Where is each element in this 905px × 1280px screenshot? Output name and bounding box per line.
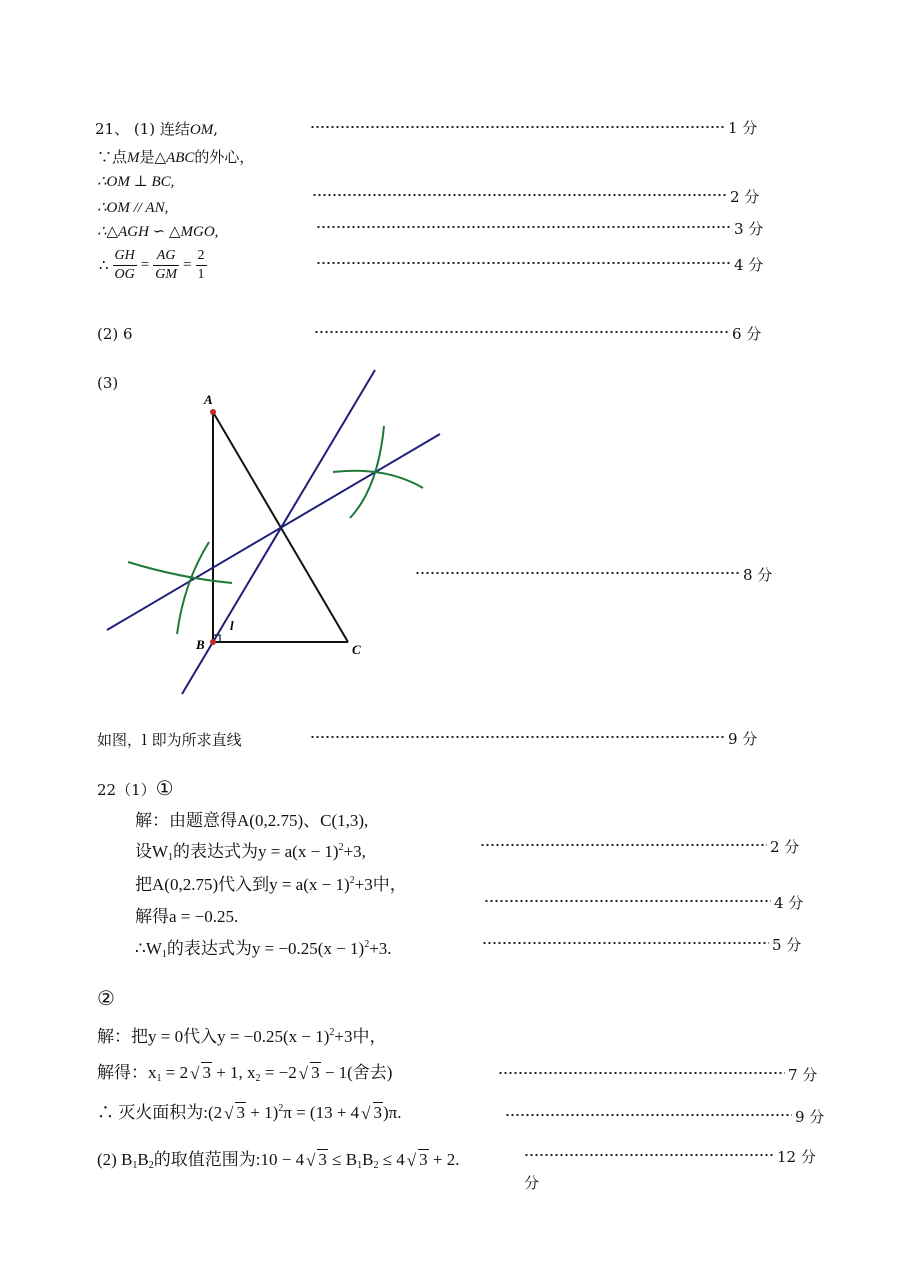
label-b: B: [196, 637, 205, 652]
score-6: 6 分: [732, 325, 762, 343]
denominator-og: OG: [114, 267, 135, 282]
score-5: 5 分: [772, 936, 802, 954]
text: + 1, x: [211, 1063, 256, 1082]
q22-step3: [135, 870, 407, 895]
superscript: 2: [329, 1027, 335, 1038]
subscript: 2: [373, 1160, 379, 1171]
radicand: 3: [373, 1103, 382, 1122]
text: + 2.: [428, 1150, 460, 1169]
denominator-1: 1: [197, 267, 205, 282]
therefore-sign: ∴: [99, 258, 109, 274]
text: = 2: [161, 1063, 189, 1082]
q22-sub2-step3: ∴ 灭火面积为:(2 √ 3 + 1)$^2$π = (13 + 4 √ 3)π.: [97, 1103, 402, 1124]
text: 的取值范围为:10 − 4: [153, 1150, 305, 1169]
numerator-gh: GH: [113, 247, 137, 266]
score-3: 3 分: [734, 220, 764, 238]
score-9: 9 分: [795, 1108, 825, 1126]
dot-leader: [316, 220, 731, 234]
q21-part3: (3): [97, 374, 119, 392]
q21-line5: ∴△AGH ∽ △MGO,: [97, 224, 219, 240]
dot-leader: [524, 1148, 774, 1162]
text: ≤ B: [327, 1150, 358, 1169]
score-7: 7 分: [788, 1066, 818, 1084]
fraction-gh-og: [113, 247, 137, 284]
comma: ,: [213, 120, 219, 138]
superscript: 2: [278, 1103, 284, 1114]
circled-one: ①: [155, 776, 174, 800]
text: B: [362, 1150, 374, 1169]
text: +3中，: [334, 1027, 387, 1046]
var-om: OM: [189, 122, 214, 138]
text: )π.: [383, 1103, 402, 1122]
line-l: [182, 370, 375, 694]
superscript: 2: [338, 842, 344, 853]
dot-leader: [310, 730, 725, 744]
subscript: 2: [148, 1160, 154, 1171]
text: 的表达式为y = a(x − 1): [173, 842, 339, 861]
q22-number: 22（1）: [97, 781, 156, 799]
text: +3,: [343, 842, 366, 861]
dot-leader: [415, 566, 740, 580]
dot-leader: [482, 936, 769, 950]
text: = −2: [260, 1063, 297, 1082]
denominator-gm: GM: [155, 267, 178, 282]
score-wrap: 分: [524, 1174, 540, 1192]
q21-line1: [95, 118, 218, 139]
construction-figure: [0, 360, 460, 700]
score-8: 8 分: [743, 566, 773, 584]
var-m: M: [127, 150, 140, 166]
q21-line4: ∴OM // AN,: [97, 200, 169, 216]
q21-part2: (2) 6: [97, 325, 133, 343]
text: ≤ 4: [378, 1150, 405, 1169]
arc-upper-right-1: [333, 471, 423, 488]
text: + 1): [245, 1103, 279, 1122]
dot-leader: [505, 1108, 792, 1122]
perpendicular-bisector: [107, 434, 440, 630]
subscript: 1: [357, 1160, 363, 1171]
dot-leader: [310, 120, 725, 134]
text: +3中，: [354, 875, 407, 894]
radicand: 3: [419, 1150, 428, 1169]
point-a: [210, 409, 216, 415]
q22-part2: (2) $B_1B_2$的取值范围为:10 − 4 √ $3 \le B_1B_2 \le 4$ √ 3 + 2.: [97, 1150, 460, 1171]
numerator-2: 2: [196, 247, 207, 266]
q22-sub2-step1: [97, 1022, 387, 1047]
text: (2) B: [97, 1150, 133, 1169]
score-9: 9 分: [728, 730, 758, 748]
radicand: 3: [311, 1063, 320, 1082]
equals-sign: =: [140, 257, 150, 273]
dot-leader: [314, 325, 729, 339]
fraction-2-1: [196, 247, 207, 284]
subscript: 1: [132, 1160, 138, 1171]
text: 解得：x: [97, 1063, 157, 1082]
score-1: 1 分: [728, 119, 758, 137]
label-a: A: [204, 392, 213, 407]
label-c: C: [352, 642, 361, 657]
dot-leader: [312, 188, 727, 202]
superscript: 2: [349, 875, 355, 886]
text: − 1(舍去): [320, 1063, 393, 1082]
text: π = (13 + 4: [283, 1103, 360, 1122]
q21-number: 21、: [95, 120, 130, 138]
q21-line3: ∴OM ⊥ BC,: [97, 174, 175, 190]
q22-step4: 解得a = −0.25.: [135, 907, 239, 926]
q22-header: [97, 776, 174, 800]
arc-lower-left-2: [177, 542, 209, 634]
q22-step1: 解：由题意得A(0,2.75)、C(1,3),: [135, 811, 369, 830]
q21-line2: [97, 146, 254, 167]
dot-leader: [480, 838, 767, 852]
text: 解：把y = 0代入y = −0.25(x − 1): [97, 1027, 330, 1046]
triangle-abc: △ABC: [154, 150, 195, 166]
radicand: 3: [236, 1103, 245, 1122]
score-2: 2 分: [770, 838, 800, 856]
subscript: 1: [168, 852, 174, 863]
subscript: 1: [156, 1073, 162, 1084]
score-4: 4 分: [734, 256, 764, 274]
q21-line6-ratio: [97, 247, 209, 284]
because-text: ∵点: [97, 148, 128, 166]
radicand: 3: [318, 1150, 327, 1169]
label-l: l: [230, 618, 234, 633]
text: 的表达式为y = −0.25(x − 1): [166, 939, 365, 958]
radicand: 3: [202, 1063, 211, 1082]
text: ∴ 灭火面积为:(2: [97, 1103, 223, 1122]
text: B: [137, 1150, 149, 1169]
superscript: 2: [364, 939, 370, 950]
q22-step2: [135, 837, 366, 863]
subscript: 1: [161, 949, 167, 960]
circumcenter-text: 的外心，: [194, 148, 255, 166]
q21-part1-label: (1) 连结: [133, 120, 190, 138]
circled-two: ②: [97, 986, 115, 1010]
subscript: 2: [255, 1073, 261, 1084]
dot-leader: [498, 1066, 785, 1080]
text: +3.: [369, 939, 392, 958]
q21-conclusion: 如图，l 即为所求直线: [97, 731, 242, 749]
point-b: [210, 639, 216, 645]
numerator-ag: AG: [153, 247, 179, 266]
score-12: 12 分: [777, 1148, 816, 1166]
text: 设W: [135, 842, 169, 861]
q22-sub2-step2: 解得：$x_1 = 2$ √ 3 + 1, $x_2 = -2$ √ 3 − 1(舍去): [97, 1063, 393, 1084]
score-4: 4 分: [774, 894, 804, 912]
dot-leader: [316, 256, 731, 270]
dot-leader: [484, 894, 771, 908]
fraction-ag-gm: [153, 247, 179, 284]
is-text: 是: [139, 148, 155, 166]
text: ∴W: [135, 939, 162, 958]
q22-step5: [135, 934, 392, 960]
equals-sign: =: [183, 257, 192, 273]
score-2: 2 分: [730, 188, 760, 206]
text: 把A(0,2.75)代入到y = a(x − 1): [135, 875, 350, 894]
